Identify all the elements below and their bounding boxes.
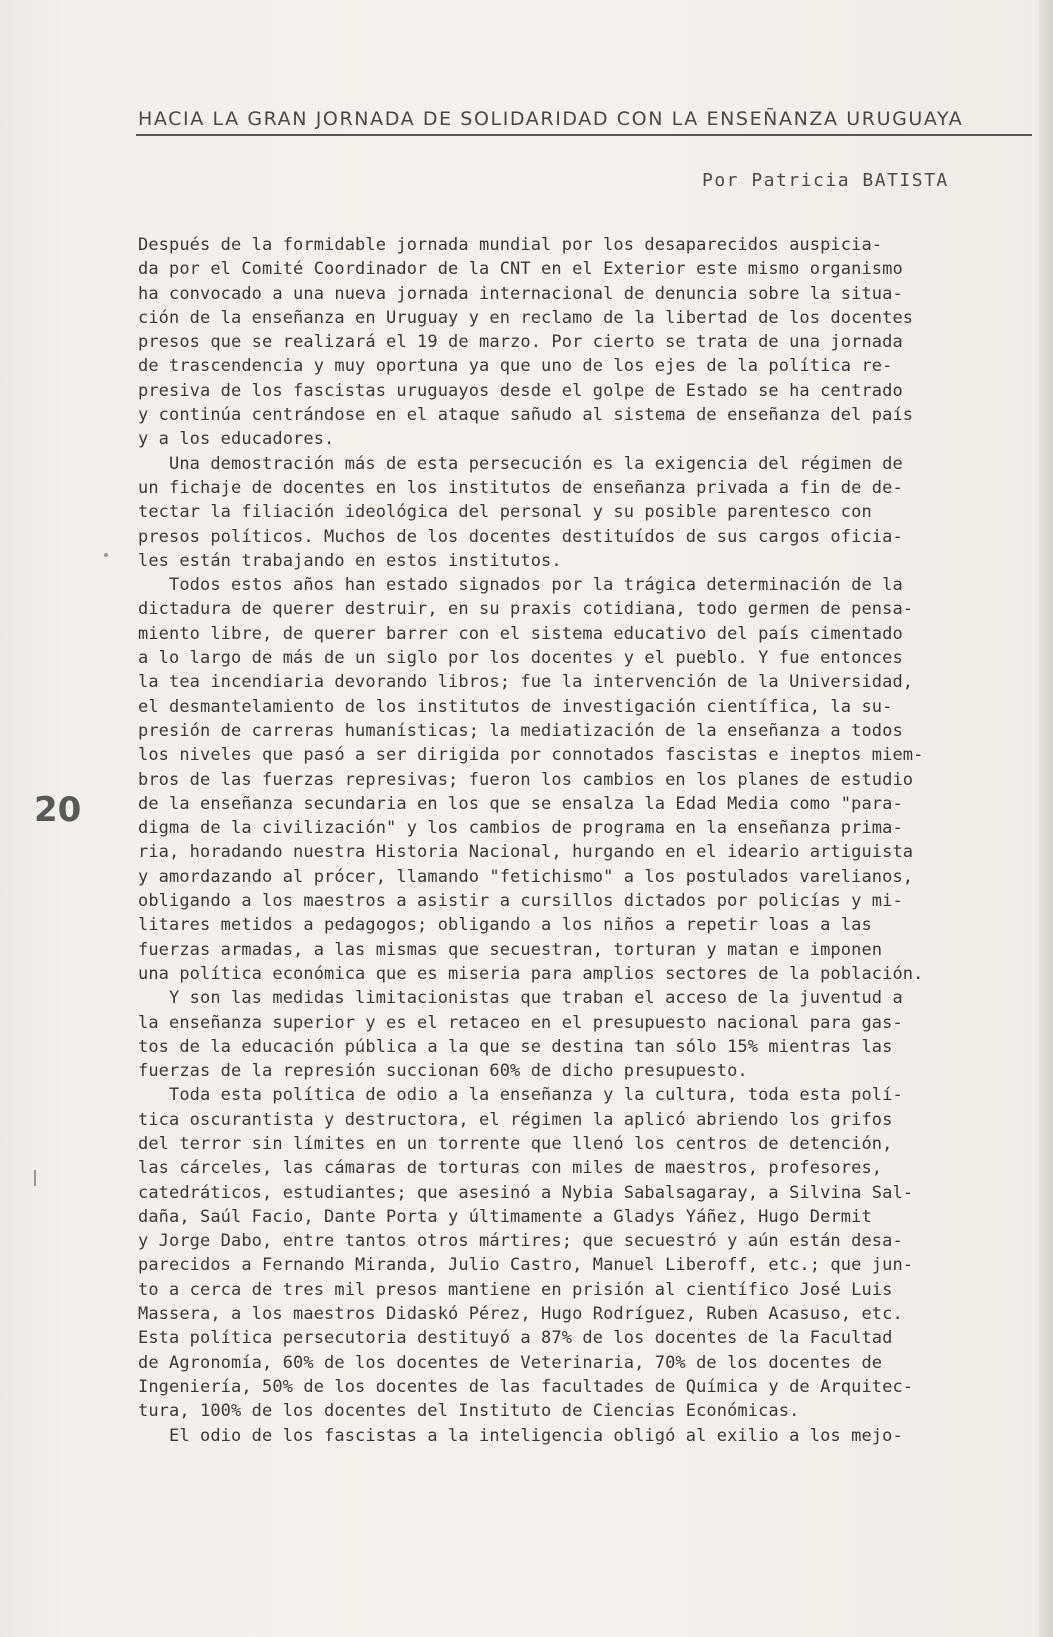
page-edge-shadow	[1039, 0, 1053, 1637]
article-body	[138, 233, 1038, 1448]
text-line: les están trabajando en estos institutos.	[138, 550, 562, 571]
text-line: del terror sin límites en un torrente que llenó los centros de detención,	[138, 1133, 893, 1154]
text-line: tica oscurantista y destructora, el régimen la aplicó abriendo los grifos	[138, 1109, 893, 1130]
text-line: tos de la educación pública a la que se destina tan sólo 15% mientras las	[138, 1036, 893, 1057]
margin-dot	[104, 553, 108, 557]
text-line: presos que se realizará el 19 de marzo. Por cierto se trata de una jornada	[138, 332, 903, 353]
text-line: un fichaje de docentes en los institutos de enseñanza privada a fin de de-	[138, 477, 903, 498]
text-line: de Agronomía, 60% de los docentes de Veterinaria, 70% de los docentes de	[138, 1352, 883, 1373]
margin-tick	[34, 1170, 36, 1186]
text-line: miento libre, de querer barrer con el sistema educativo del país cimentado	[138, 623, 903, 644]
text-line: da por el Comité Coordinador de la CNT en el Exterior este mismo organismo	[138, 259, 903, 280]
text-line: y a los educadores.	[138, 429, 335, 450]
text-line: tura, 100% de los docentes del Instituto de Ciencias Económicas.	[138, 1401, 800, 1422]
text-line: parecidos a Fernando Miranda, Julio Castro, Manuel Liberoff, etc.; que jun-	[138, 1255, 914, 1276]
heading-underline	[136, 134, 1032, 136]
text-line: Ingeniería, 50% de los docentes de las facultades de Química y de Arquitec-	[138, 1376, 914, 1397]
text-line: ria, horadando nuestra Historia Nacional, hurgando en el ideario artiguista	[138, 842, 914, 863]
text-line: la tea incendiaria devorando libros; fue la intervención de la Universidad,	[138, 672, 914, 693]
text-line: Después de la formidable jornada mundial por los desaparecidos auspicia-	[138, 235, 883, 255]
text-line: Massera, a los maestros Didaskó Pérez, Hugo Rodríguez, Ruben Acasuso, etc.	[138, 1304, 903, 1325]
text-line: y amordazando al prócer, llamando "fetichismo" a los postulados varelianos,	[138, 866, 914, 887]
text-line: fuerzas de la represión succionan 60% de dicho presupuesto.	[138, 1061, 748, 1082]
text-line: presos políticos. Muchos de los docentes destituídos de sus cargos oficia-	[138, 526, 903, 547]
text-line: Esta política persecutoria destituyó a 87% de los docentes de la Facultad	[138, 1328, 893, 1349]
text-line: presiva de los fascistas uruguayos desde el golpe de Estado se ha centrado	[138, 380, 903, 401]
text-line: los niveles que pasó a ser dirigida por connotados fascistas e ineptos miem-	[138, 745, 924, 766]
text-line: ción de la enseñanza en Uruguay y en reclamo de la libertad de los docentes	[138, 307, 914, 328]
text-line: fuerzas armadas, a las mismas que secuestran, torturan y matan e imponen	[138, 939, 883, 960]
text-line: de trascendencia y muy oportuna ya que uno de los ejes de la política re-	[138, 356, 893, 377]
text-line: a lo largo de más de un siglo por los docentes y el pueblo. Y fue entonces	[138, 648, 903, 669]
text-line: litares metidos a pedagogos; obligando a los niños a repetir loas a las	[138, 915, 872, 936]
text-line: y Jorge Dabo, entre tantos otros mártires; que secuestró y aún están desa-	[138, 1231, 903, 1252]
text-line: ha convocado a una nueva jornada internacional de denuncia sobre la situa-	[138, 283, 903, 304]
text-line: Una demostración más de esta persecución es la exigencia del régimen de	[138, 453, 903, 474]
page-number: 20	[34, 790, 82, 830]
text-line: daña, Saúl Facio, Dante Porta y últimamente a Gladys Yáñez, Hugo Dermit	[138, 1206, 872, 1227]
text-line: de la enseñanza secundaria en los que se ensalza la Edad Media como "para-	[138, 793, 903, 814]
text-line: catedráticos, estudiantes; que asesinó a Nybia Sabalsagaray, a Silvina Sal-	[138, 1182, 914, 1203]
text-line: presión de carreras humanísticas; la mediatización de la enseñanza a todos	[138, 720, 903, 741]
text-line: dictadura de querer destruir, en su praxis cotidiana, todo germen de pensa-	[138, 599, 914, 620]
text-line: obligando a los maestros a asistir a cursillos dictados por policías y mi-	[138, 891, 903, 912]
text-line: las cárceles, las cámaras de torturas con miles de maestros, profesores,	[138, 1158, 883, 1179]
article-heading: HACIA LA GRAN JORNADA DE SOLIDARIDAD CON LA ENSEÑANZA URUGUAYA	[138, 108, 964, 130]
text-line: digma de la civilización" y los cambios de programa en la enseñanza prima-	[138, 818, 903, 839]
text-line: el desmantelamiento de los institutos de investigación científica, la su-	[138, 696, 893, 717]
text-line: Todos estos años han estado signados por la trágica determinación de la	[138, 575, 903, 596]
author-byline: Por Patricia BATISTA	[702, 170, 949, 191]
text-line: to a cerca de tres mil presos mantiene en prisión al científico José Luis	[138, 1279, 893, 1300]
text-line: Y son las medidas limitacionistas que traban el acceso de la juventud a	[138, 988, 903, 1009]
text-line: una política económica que es miseria para amplios sectores de la población.	[138, 963, 924, 984]
text-line: la enseñanza superior y es el retaceo en el presupuesto nacional para gas-	[138, 1012, 903, 1033]
text-line: y continúa centrándose en el ataque sañudo al sistema de enseñanza del país	[138, 405, 914, 426]
text-line: tectar la filiación ideológica del personal y su posible parentesco con	[138, 502, 872, 523]
text-line: El odio de los fascistas a la inteligencia obligó al exilio a los mejo-	[138, 1425, 903, 1446]
text-line: bros de las fuerzas represivas; fueron los cambios en los planes de estudio	[138, 769, 914, 790]
text-line: Toda esta política de odio a la enseñanza y la cultura, toda esta polí-	[138, 1085, 903, 1106]
